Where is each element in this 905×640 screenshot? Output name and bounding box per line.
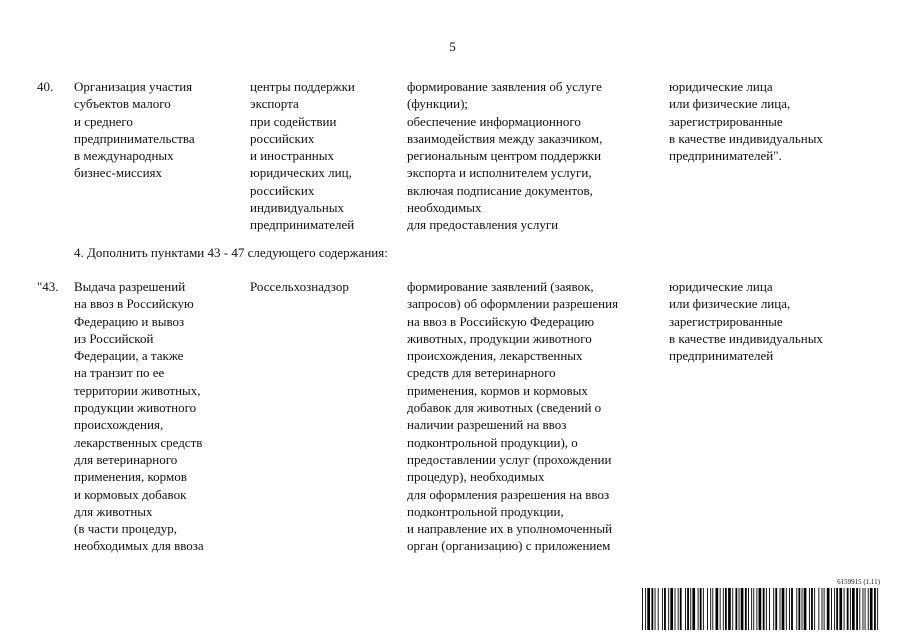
barcode-bar [658,588,659,630]
cell-line: подконтрольной продукции, [407,503,564,519]
cell-line: формирование заявлений (заявок, [407,279,594,294]
cell-line: применения, кормов и кормовых [407,382,588,398]
cell-line: на транзит по ее [74,365,165,381]
cell-line: (функции); [407,96,469,112]
barcode-bar [814,588,815,630]
cell-line: юридических лиц, [250,165,352,181]
barcode-bar [769,588,770,630]
cell-line: подконтрольной продукции), о [407,434,578,450]
cell-line: из Российской [74,330,154,346]
cell-line: предпринимателей [669,348,774,364]
cell-line: наличии разрешений на ввоз [407,417,567,433]
barcode-bar [756,588,757,630]
barcode-bar [728,588,731,630]
barcode-bar [745,588,747,630]
barcode-bar [700,588,702,630]
barcode-bar [789,588,790,630]
cell-line: экспорта [250,96,299,112]
cell-line: зарегистрированные [669,313,783,329]
cell-line: бизнес-миссиях [74,165,163,181]
cell-line: для животных [74,503,153,519]
barcode-caption: 6159915 (1.11) [837,578,880,586]
barcode-bar [798,588,800,630]
barcode-bar [703,588,704,630]
cell-line: Выдача разрешений [74,279,186,294]
barcode-bar [753,588,754,630]
barcode-bar [780,588,781,630]
barcode-bar [874,588,876,630]
cell-line: предпринимателей [250,217,355,233]
barcode-bar [766,588,767,630]
row-number: 40. [37,79,54,94]
barcode-bar [707,588,708,630]
cell-line: для оформления разрешения на ввоз [407,486,610,502]
barcode-bar [720,588,721,630]
cell-line: в качестве индивидуальных [669,130,823,146]
barcode-bar [859,588,860,630]
barcode-bar [710,588,711,630]
cell-line: применения, кормов [74,469,187,485]
barcode-bar [692,588,695,630]
cell-line: Россельхознадзор [250,279,349,294]
cell-line: продукции животного [74,400,197,416]
barcode-bar [645,588,646,630]
barcode-bar [868,588,869,630]
barcode-bar [751,588,752,630]
barcode-bar [732,588,733,630]
barcode-bar [668,588,669,630]
cell-line: юридические лица [669,79,773,94]
cell-line: индивидуальных [250,200,345,216]
recipients-cell [669,278,823,364]
barcode-bar [678,588,679,630]
cell-line: территории животных, [74,382,201,398]
row-number: "43. [37,279,59,294]
cell-line: региональным центром поддержки [407,148,602,164]
cell-line: и иностранных [250,148,334,164]
barcode-bar [822,588,823,630]
cell-line: российских [250,182,315,198]
cell-line: и направление их в уполномоченный [407,521,613,537]
cell-line: и среднего [74,113,133,129]
barcode-bar [647,588,650,630]
barcode-bar [763,588,765,630]
cell-line: орган (организацию) с приложением [407,538,611,554]
cell-line: или физические лица, [669,296,791,312]
cell-line: процедур), необходимых [407,469,545,485]
cell-line: юридические лица [669,279,773,294]
amendment-instruction: 4. Дополнить пунктами 43 - 47 следующего содержания: [74,245,388,260]
service-name-cell [74,278,204,555]
barcode-bar [739,588,740,630]
barcode-bar [818,588,819,630]
page-number: 5 [449,39,456,54]
cell-line: Организация участия [74,79,193,94]
barcode-bar [741,588,744,630]
barcode-bar [786,588,787,630]
barcode-bar [716,588,719,630]
action-cell [407,278,618,555]
barcode-bar [723,588,724,630]
barcode-bar [712,588,713,630]
organization-cell [250,278,349,295]
cell-line: предпринимательства [74,130,195,146]
cell-line: центры поддержки [250,79,355,94]
barcode-bar [870,588,873,630]
barcode-bar [735,588,737,630]
cell-line: предоставлении услуг (прохождении [407,451,612,467]
cell-line: предпринимателей". [669,148,782,164]
barcode-bar [836,588,838,630]
barcode-bar [865,588,866,630]
cell-line: в качестве индивидуальных [669,330,823,346]
barcode-bar [831,588,832,630]
document-barcode [640,578,880,634]
barcode-bar [651,588,653,630]
barcode-bar [773,588,774,630]
cell-line: для ветеринарного [74,451,178,467]
barcode-bar [811,588,813,630]
barcode-bar [809,588,810,630]
cell-line: российских [250,130,315,146]
cell-line: или физические лица, [669,96,791,112]
cell-line: и кормовых добавок [74,486,187,502]
service-name-cell [74,78,195,182]
organization-cell [250,78,355,234]
barcode-bars [640,588,880,630]
cell-line: взаимодействия между заказчиком, [407,130,603,146]
cell-line: Федерацию и вывоз [74,313,185,329]
cell-line: необходимых [407,200,482,216]
cell-line: экспорта и исполнителем услуги, [407,165,592,181]
barcode-bar [804,588,807,630]
barcode-bar [839,588,842,630]
cell-line: для предоставления услуги [407,217,559,233]
barcode-bar [680,588,682,630]
barcode-bar [655,588,656,630]
barcode-bar [802,588,803,630]
cell-line: необходимых для ввоза [74,538,204,554]
barcode-bar [698,588,699,630]
cell-line: субъектов малого [74,96,171,112]
barcode-bar [642,588,643,630]
barcode-bar [675,588,676,630]
barcode-bar [748,588,749,630]
cell-line: происхождения, лекарственных [407,348,583,364]
barcode-bar [685,588,686,630]
cell-line: лекарственных средств [74,434,203,450]
barcode-bar [844,588,845,630]
barcode-bar [759,588,762,630]
barcode-bar [850,588,851,630]
barcode-bar [863,588,864,630]
cell-line: формирование заявления об услуге [407,79,602,94]
barcode-bar [847,588,849,630]
barcode-bar [775,588,777,630]
cell-line: (в части процедур, [74,521,178,537]
cell-line: происхождения, [74,417,164,433]
cell-line: на ввоз в Российскую [74,296,194,312]
barcode-bar [662,588,663,630]
barcode-bar [856,588,858,630]
cell-line: включая подписание документов, [407,182,593,198]
barcode-bar [824,588,825,630]
barcode-bar [690,588,691,630]
cell-line: запросов) об оформлении разрешения [407,296,619,312]
barcode-bar [827,588,830,630]
action-cell [407,78,602,234]
cell-line: на ввоз в Российскую Федерацию [407,313,595,329]
barcode-bar [834,588,835,630]
barcode-bar [670,588,673,630]
recipients-cell [669,78,823,164]
barcode-bar [664,588,666,630]
cell-line: при содействии [250,113,337,129]
barcode-bar [791,588,793,630]
barcode-bar [687,588,689,630]
barcode-bar [796,588,797,630]
cell-line: в международных [74,148,174,164]
barcode-bar [725,588,727,630]
barcode-bar [782,588,785,630]
cell-line: средств для ветеринарного [407,365,556,381]
cell-line: животных, продукции животного [407,330,592,346]
cell-line: зарегистрированные [669,113,783,129]
barcode-bar [852,588,855,630]
cell-line: добавок для животных (сведений о [407,400,602,416]
cell-line: обеспечение информационного [407,113,581,129]
barcode-bar [877,588,878,630]
cell-line: Федерации, а также [74,348,184,364]
